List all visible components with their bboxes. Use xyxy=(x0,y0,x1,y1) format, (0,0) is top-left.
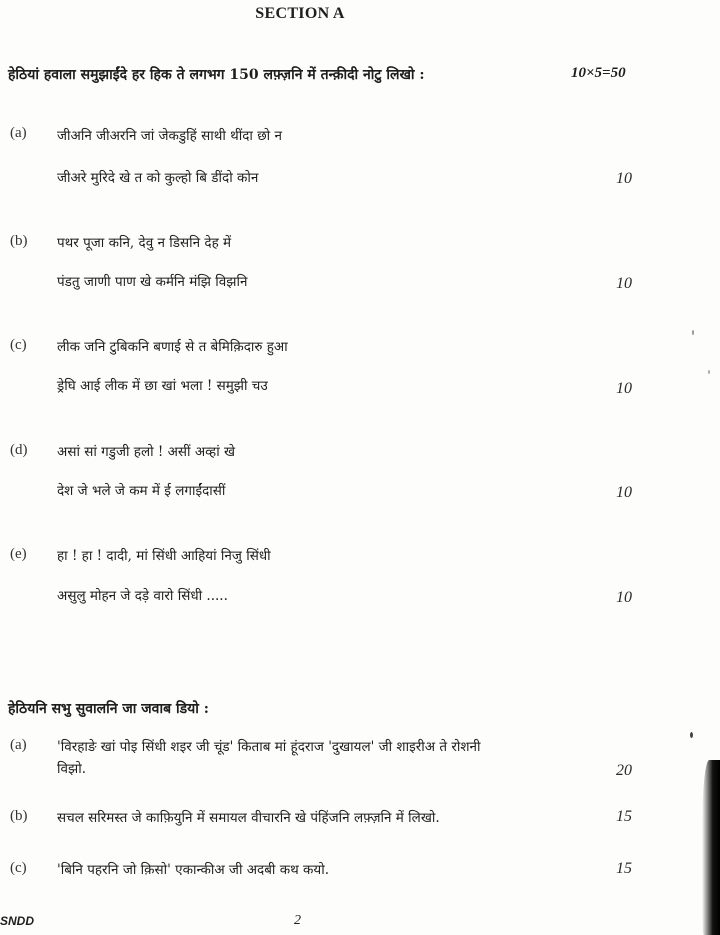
verse-line: पथर पूजा कनि, देवु न डिसनि देह में xyxy=(57,235,232,251)
part-marks: 10 xyxy=(616,275,632,292)
question-1-total-marks: 10×5=50 xyxy=(571,65,626,81)
page-number: 2 xyxy=(294,913,301,928)
scan-speck xyxy=(690,732,693,738)
verse-line: जीअनि जीअरनि जां जेकडुहिं साथी थींदा छो न xyxy=(57,128,282,144)
part-label: (c) xyxy=(10,337,27,353)
section-title: SECTION A xyxy=(255,5,345,22)
question-text: सचल सरिमस्त जे काफ़ियुनि में समायल वीचारनि खे पंहिंजनि लफ़्ज़नि में लिखो. xyxy=(57,810,440,826)
question-1-heading: हेठियां हवाला समुझाईंदे हर हिक ते लगभग 150 लफ़्ज़नि में तन्क़ीदी नोटु लिखो : xyxy=(8,67,425,83)
verse-line: असां सां गडुजी हलो ! असीं अव्हां खे xyxy=(57,444,236,460)
scan-speck xyxy=(692,330,694,335)
question-text: 'विरहाङे खां पोइ सिंधी शइर जी चूंड' किताब मां हूंदराज 'दुखायल' जी शाइरीअ ते रोशनी xyxy=(57,739,481,755)
part-label: (e) xyxy=(10,546,27,562)
verse-line: लीक जनि टुबिकनि बणाई से त बेमिक़िदारु हुआ xyxy=(57,339,288,355)
binding-shadow xyxy=(702,760,720,935)
part-marks: 10 xyxy=(616,589,632,606)
part-marks: 10 xyxy=(616,380,632,397)
part-marks: 10 xyxy=(616,170,632,187)
scan-speck xyxy=(708,370,710,374)
question-text: विझो. xyxy=(57,761,86,777)
verse-line: ड्रेघि आई लीक में छा खां भला ! समुझी चउ xyxy=(57,378,268,394)
part-label: (d) xyxy=(10,442,28,458)
part-label: (c) xyxy=(10,860,27,876)
part-marks: 15 xyxy=(616,860,632,877)
verse-line: हा ! हा ! दादी, मां सिंधी आहियां निजु सिंधी xyxy=(57,548,271,564)
question-2-heading: हेठियनि सभु सुवालनि जा जवाब डियो : xyxy=(8,701,209,717)
paper-code: SNDD xyxy=(0,914,35,928)
verse-line: देश जे भले जे कम में ई लगाईंदासीं xyxy=(57,483,226,499)
question-text: 'बिनि पहरनि जो क़िसो' एकान्कीअ जी अदबी कथ कयो. xyxy=(57,862,329,878)
part-label: (a) xyxy=(10,125,27,141)
verse-line: जीअरे मुरिदे खे त को कुल्हो बि डींदो कोन xyxy=(57,170,259,186)
part-marks: 15 xyxy=(616,808,632,825)
part-label: (a) xyxy=(10,737,27,753)
verse-line: पंडतु जाणी पाण खे कर्मनि मंझि विझनि xyxy=(57,274,248,290)
verse-line: असुलु मोहन जे दड़े वारो सिंधी ..... xyxy=(57,588,228,604)
part-label: (b) xyxy=(10,233,28,249)
part-label: (b) xyxy=(10,808,28,824)
part-marks: 10 xyxy=(616,484,632,501)
part-marks: 20 xyxy=(616,762,632,779)
